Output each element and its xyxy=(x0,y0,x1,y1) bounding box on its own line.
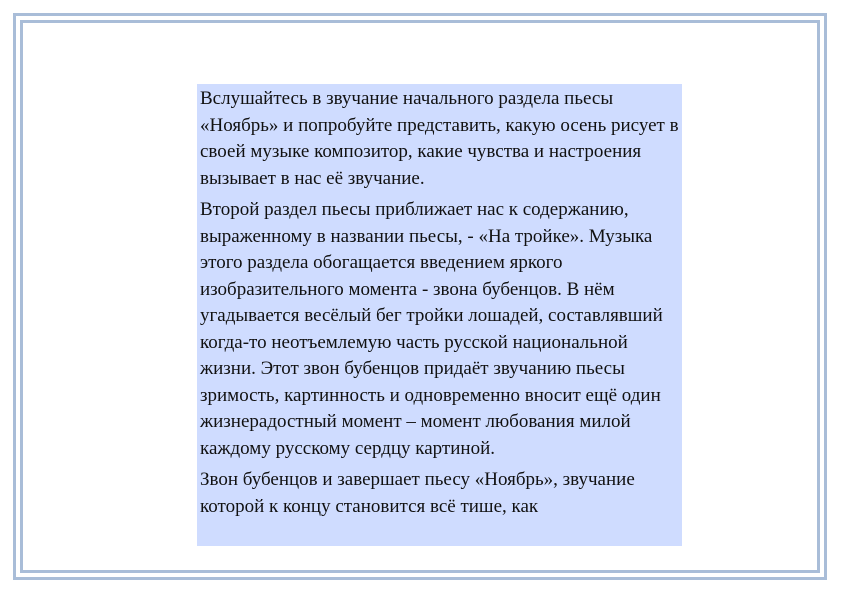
paragraph-1: Вслушайтесь в звучание начального раздела пьесы «Ноябрь» и попробуйте представить, какую осень рисует в своей музыке композитор, какие чувства и настроения вызывает в нас её звучание. xyxy=(200,88,679,189)
paragraph-3: Звон бубенцов и завершает пьесу «Ноябрь», звучание которой к концу становится всё тише, как xyxy=(200,469,635,517)
text-box xyxy=(197,84,682,546)
paragraph-2: Второй раздел пьесы приближает нас к содержанию, выраженному в названии пьесы, - «На тройке». Музыка этого раздела обогащается введением яркого изобразительного момента - звона бубенцов. В нём угадывается весёлый бег тройки лошадей, составлявший когда-то неотъемлемую часть русской национальной жизни. Этот звон бубенцов придаёт звучанию пьесы зримость, картинность и одновременно вносит ещё один жизнерадостный момент – момент любования милой каждому русскому сердцу картиной. xyxy=(200,199,663,459)
